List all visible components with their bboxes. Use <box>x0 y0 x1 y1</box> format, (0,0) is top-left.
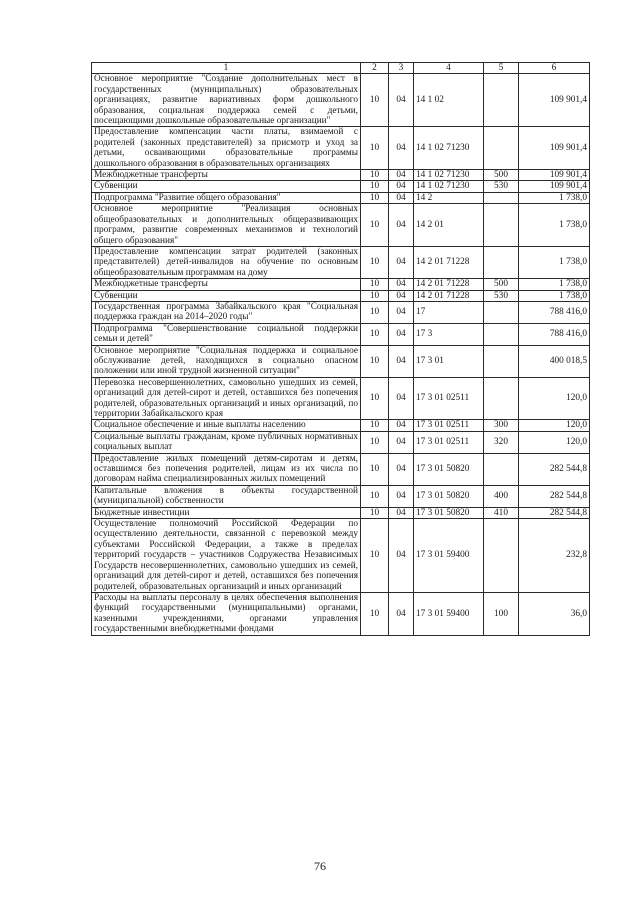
subsection-code-cell: 04 <box>389 431 414 453</box>
table-row <box>92 204 590 247</box>
target-article-cell: 17 3 01 50820 <box>414 507 484 518</box>
expense-type-cell <box>484 127 519 170</box>
target-article-cell: 17 3 01 50820 <box>414 485 484 507</box>
target-article-cell: 14 1 02 71230 <box>414 170 484 181</box>
expense-type-cell: 400 <box>484 485 519 507</box>
subsection-code-cell: 04 <box>389 204 414 247</box>
target-article-cell: 14 2 01 71228 <box>414 279 484 290</box>
page-number: 76 <box>314 859 326 873</box>
target-article-cell: 17 3 01 59400 <box>414 519 484 593</box>
subsection-code-cell: 04 <box>389 323 414 345</box>
expense-type-cell <box>484 453 519 485</box>
expense-type-cell <box>484 301 519 323</box>
table-row <box>92 377 590 420</box>
row-name-cell: Расходы на выплаты персоналу в целях обеспечения выполнения функций государственными (муниципальными) органами, казенными учреждениями, органами управления государственными внебюджетными фондами <box>92 592 361 635</box>
row-name-cell: Субвенции <box>92 290 361 301</box>
row-name-cell: Перевозка несовершеннолетних, самовольно ушедших из семей, организаций для детей-сирот и детей, оставшихся без попечения родителей, образовательных организаций и иных организаций, по территории Забайкальского края <box>92 377 361 420</box>
row-name-cell: Социальные выплаты гражданам, кроме публичных нормативных социальных выплат <box>92 431 361 453</box>
subsection-code-cell: 04 <box>389 519 414 593</box>
column-header: 3 <box>389 63 414 74</box>
row-name-cell: Бюджетные инвестиции <box>92 507 361 518</box>
row-name-cell: Подпрограмма "Развитие общего образования" <box>92 192 361 203</box>
subsection-code-cell: 04 <box>389 127 414 170</box>
row-name-cell: Предоставление жилых помещений детям-сиротам и детям, оставшимся без попечения родителей, лицам из их числа по договорам найма специализированных жилых помещений <box>92 453 361 485</box>
amount-cell: 788 416,0 <box>519 301 590 323</box>
section-code-cell: 10 <box>361 323 389 345</box>
amount-cell: 282 544,8 <box>519 485 590 507</box>
table-row <box>92 74 590 127</box>
section-code-cell: 10 <box>361 192 389 203</box>
table-row <box>92 507 590 518</box>
target-article-cell: 17 3 <box>414 323 484 345</box>
expense-type-cell: 530 <box>484 290 519 301</box>
amount-cell: 36,0 <box>519 592 590 635</box>
subsection-code-cell: 04 <box>389 74 414 127</box>
row-name-cell: Предоставление компенсации части платы, взимаемой с родителей (законных представителей) за присмотр и уход за детьми, осваивающими образовательные программы дошкольного образования в образовательных организациях <box>92 127 361 170</box>
table-row <box>92 170 590 181</box>
amount-cell: 1 738,0 <box>519 290 590 301</box>
section-code-cell: 10 <box>361 301 389 323</box>
row-name-cell: Государственная программа Забайкальского края "Социальная поддержка граждан на 2014–2020 годы" <box>92 301 361 323</box>
row-name-cell: Основное мероприятие "Социальная поддержка и социальное обслуживание детей, находящихся в социально опасном положении или иной трудной жизненной ситуации" <box>92 345 361 377</box>
table-row <box>92 290 590 301</box>
expense-type-cell <box>484 323 519 345</box>
column-header: 4 <box>414 63 484 74</box>
subsection-code-cell: 04 <box>389 301 414 323</box>
amount-cell: 120,0 <box>519 377 590 420</box>
section-code-cell: 10 <box>361 592 389 635</box>
amount-cell: 109 901,4 <box>519 170 590 181</box>
expense-type-cell <box>484 377 519 420</box>
target-article-cell: 17 3 01 02511 <box>414 420 484 431</box>
row-name-cell: Предоставление компенсации затрат родителей (законных представителей) детей-инвалидов на обучение по основным общеобразовательным программам на дому <box>92 246 361 278</box>
expense-type-cell: 530 <box>484 181 519 192</box>
table-row <box>92 181 590 192</box>
target-article-cell: 14 1 02 71230 <box>414 181 484 192</box>
amount-cell: 282 544,8 <box>519 507 590 518</box>
table-row <box>92 453 590 485</box>
target-article-cell: 17 3 01 02511 <box>414 377 484 420</box>
table-row <box>92 127 590 170</box>
section-code-cell: 10 <box>361 519 389 593</box>
section-code-cell: 10 <box>361 453 389 485</box>
row-name-cell: Социальное обеспечение и иные выплаты населению <box>92 420 361 431</box>
amount-cell: 282 544,8 <box>519 453 590 485</box>
section-code-cell: 10 <box>361 127 389 170</box>
subsection-code-cell: 04 <box>389 170 414 181</box>
amount-cell: 120,0 <box>519 431 590 453</box>
section-code-cell: 10 <box>361 74 389 127</box>
amount-cell: 1 738,0 <box>519 279 590 290</box>
target-article-cell: 17 3 01 02511 <box>414 431 484 453</box>
subsection-code-cell: 04 <box>389 181 414 192</box>
column-header: 6 <box>519 63 590 74</box>
amount-cell: 109 901,4 <box>519 181 590 192</box>
subsection-code-cell: 04 <box>389 345 414 377</box>
subsection-code-cell: 04 <box>389 485 414 507</box>
section-code-cell: 10 <box>361 431 389 453</box>
row-name-cell: Субвенции <box>92 181 361 192</box>
subsection-code-cell: 04 <box>389 377 414 420</box>
target-article-cell: 14 2 01 71228 <box>414 246 484 278</box>
amount-cell: 788 416,0 <box>519 323 590 345</box>
table-row <box>92 519 590 593</box>
column-header: 2 <box>361 63 389 74</box>
row-name-cell: Подпрограмма "Совершенствование социальной поддержки семьи и детей" <box>92 323 361 345</box>
budget-table-body <box>92 63 590 636</box>
target-article-cell: 14 2 <box>414 192 484 203</box>
row-name-cell: Межбюджетные трансферты <box>92 170 361 181</box>
expense-type-cell: 500 <box>484 170 519 181</box>
target-article-cell: 14 2 01 <box>414 204 484 247</box>
subsection-code-cell: 04 <box>389 453 414 485</box>
budget-table <box>91 62 590 636</box>
column-header: 1 <box>92 63 361 74</box>
expense-type-cell: 100 <box>484 592 519 635</box>
expense-type-cell: 320 <box>484 431 519 453</box>
section-code-cell: 10 <box>361 204 389 247</box>
expense-type-cell: 300 <box>484 420 519 431</box>
section-code-cell: 10 <box>361 345 389 377</box>
expense-type-cell <box>484 192 519 203</box>
expense-type-cell: 500 <box>484 279 519 290</box>
amount-cell: 109 901,4 <box>519 127 590 170</box>
amount-cell: 1 738,0 <box>519 204 590 247</box>
amount-cell: 1 738,0 <box>519 246 590 278</box>
row-name-cell: Основное мероприятие "Создание дополнительных мест в государственных (муниципальных) образовательных организациях, развитие вариативных форм дошкольного образования, социальная поддержка семей с детьми, посещающими дошкольные образовательные организации" <box>92 74 361 127</box>
row-name-cell: Межбюджетные трансферты <box>92 279 361 290</box>
amount-cell: 400 018,5 <box>519 345 590 377</box>
table-row <box>92 279 590 290</box>
target-article-cell: 14 2 01 71228 <box>414 290 484 301</box>
amount-cell: 109 901,4 <box>519 74 590 127</box>
section-code-cell: 10 <box>361 420 389 431</box>
target-article-cell: 17 3 01 <box>414 345 484 377</box>
table-header-row <box>92 63 590 74</box>
expense-type-cell <box>484 246 519 278</box>
row-name-cell: Осуществление полномочий Российской Федерации по осуществлению деятельности, связанной с перевозкой между субъектами Российской Федерации, а также в пределах территорий государств – участников Содружества Независимых Государств несовершеннолетних, самовольно ушедших из семей, организаций для детей-сирот и детей, оставшихся без попечения родителей, образовательных организаций и иных организаций <box>92 519 361 593</box>
subsection-code-cell: 04 <box>389 246 414 278</box>
table-row <box>92 420 590 431</box>
section-code-cell: 10 <box>361 485 389 507</box>
target-article-cell: 14 1 02 <box>414 74 484 127</box>
target-article-cell: 17 <box>414 301 484 323</box>
section-code-cell: 10 <box>361 290 389 301</box>
expense-type-cell: 410 <box>484 507 519 518</box>
table-row <box>92 323 590 345</box>
target-article-cell: 17 3 01 59400 <box>414 592 484 635</box>
subsection-code-cell: 04 <box>389 420 414 431</box>
table-row <box>92 485 590 507</box>
table-row <box>92 301 590 323</box>
expense-type-cell <box>484 204 519 247</box>
row-name-cell: Капитальные вложения в объекты государственной (муниципальной) собственности <box>92 485 361 507</box>
section-code-cell: 10 <box>361 279 389 290</box>
table-row <box>92 592 590 635</box>
section-code-cell: 10 <box>361 246 389 278</box>
expense-type-cell <box>484 345 519 377</box>
section-code-cell: 10 <box>361 170 389 181</box>
column-header: 5 <box>484 63 519 74</box>
section-code-cell: 10 <box>361 181 389 192</box>
subsection-code-cell: 04 <box>389 290 414 301</box>
amount-cell: 120,0 <box>519 420 590 431</box>
subsection-code-cell: 04 <box>389 507 414 518</box>
subsection-code-cell: 04 <box>389 279 414 290</box>
target-article-cell: 17 3 01 50820 <box>414 453 484 485</box>
amount-cell: 232,8 <box>519 519 590 593</box>
target-article-cell: 14 1 02 71230 <box>414 127 484 170</box>
amount-cell: 1 738,0 <box>519 192 590 203</box>
row-name-cell: Основное мероприятие "Реализация основных общеобразовательных и дополнительных общеразвивающих программ, развитие современных механизмов и технологий общего образования" <box>92 204 361 247</box>
table-row <box>92 246 590 278</box>
section-code-cell: 10 <box>361 377 389 420</box>
table-row <box>92 431 590 453</box>
section-code-cell: 10 <box>361 507 389 518</box>
expense-type-cell <box>484 74 519 127</box>
table-row <box>92 192 590 203</box>
subsection-code-cell: 04 <box>389 192 414 203</box>
table-row <box>92 345 590 377</box>
subsection-code-cell: 04 <box>389 592 414 635</box>
expense-type-cell <box>484 519 519 593</box>
